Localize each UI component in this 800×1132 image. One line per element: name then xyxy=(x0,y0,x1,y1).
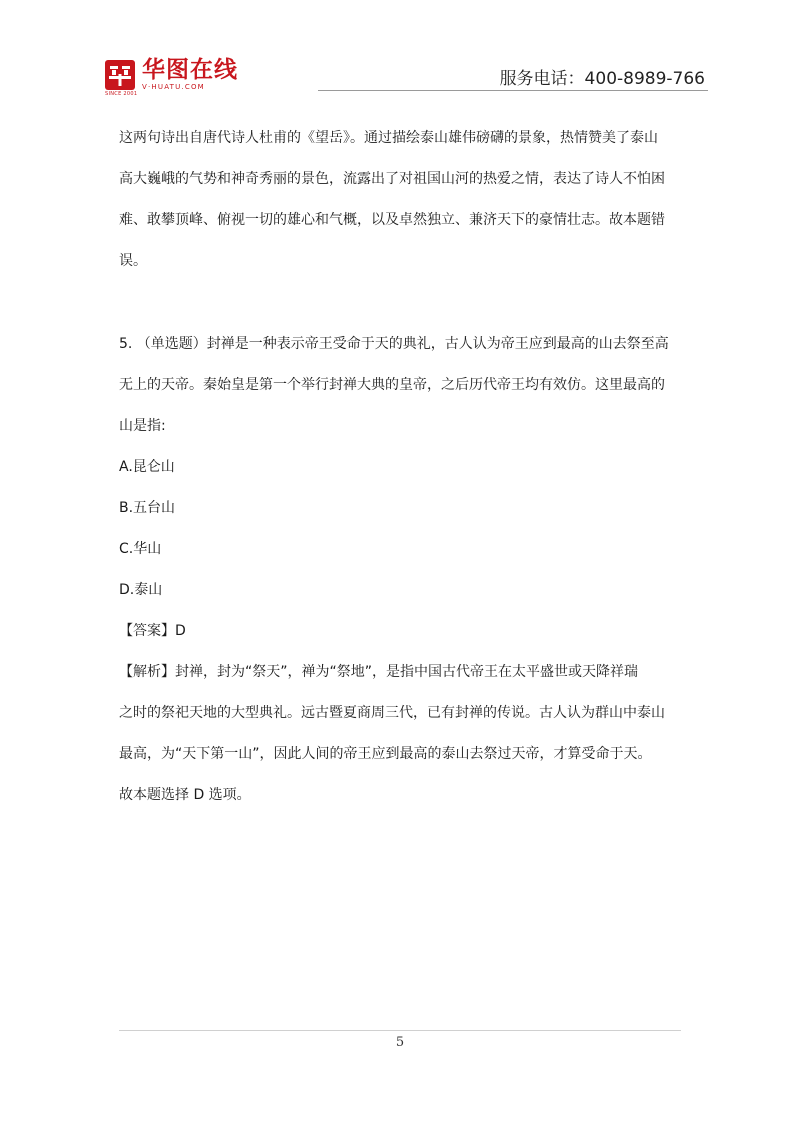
text-line: 难、敢攀顶峰、俯视一切的雄心和气概，以及卓然独立、兼济天下的豪情壮志。故本题错 xyxy=(119,212,665,228)
service-hotline: 服务电话：400-8989-766 xyxy=(499,69,705,89)
huatu-logo-icon xyxy=(105,60,138,97)
answer: 【答案】D xyxy=(119,623,186,639)
text-line: 高大巍峨的气势和神奇秀丽的景色，流露出了对祖国山河的热爱之情，表达了诗人不怕困 xyxy=(119,171,665,187)
document-body xyxy=(119,118,699,816)
analysis-line: 故本题选择 D 选项。 xyxy=(119,787,251,803)
logo-url: V·HUATU.COM xyxy=(142,83,205,91)
question-5 xyxy=(119,324,699,447)
text-line: 这两句诗出自唐代诗人杜甫的《望岳》。通过描绘泰山雄伟磅礴的景象，热情赞美了泰山 xyxy=(119,130,658,146)
analysis xyxy=(119,652,699,816)
text-line: 误。 xyxy=(119,253,147,269)
option-b: B.五台山 xyxy=(119,500,176,516)
logo-name: 华图在线 xyxy=(142,57,238,83)
footer-divider xyxy=(119,1030,681,1031)
analysis-line: 最高，为“天下第一山”，因此人间的帝王应到最高的泰山去祭过天帝，才算受命于天。 xyxy=(119,746,652,762)
previous-explanation xyxy=(119,118,699,282)
question-line: 5. （单选题）封禅是一种表示帝王受命于天的典礼，古人认为帝王应到最高的山去祭至高 xyxy=(119,336,669,352)
page-number: 5 xyxy=(395,1035,405,1050)
analysis-line: 之时的祭祀天地的大型典礼。远古暨夏商周三代，已有封禅的传说。古人认为群山中泰山 xyxy=(119,705,665,721)
question-line: 无上的天帝。秦始皇是第一个举行封禅大典的皇帝，之后历代帝王均有效仿。这里最高的 xyxy=(119,377,665,393)
options-list xyxy=(119,447,699,611)
analysis-line: 【解析】封禅，封为“祭天”，禅为“祭地”，是指中国古代帝王在太平盛世或天降祥瑞 xyxy=(119,664,639,680)
huatu-logo xyxy=(105,57,238,97)
header-divider xyxy=(318,90,708,91)
logo-since-text: SINCE 2001 xyxy=(105,90,138,97)
question-line: 山是指: xyxy=(119,418,166,434)
option-d: D.泰山 xyxy=(119,582,163,598)
option-c: C.华山 xyxy=(119,541,162,557)
option-a: A.昆仑山 xyxy=(119,459,175,475)
page-header xyxy=(0,0,800,110)
